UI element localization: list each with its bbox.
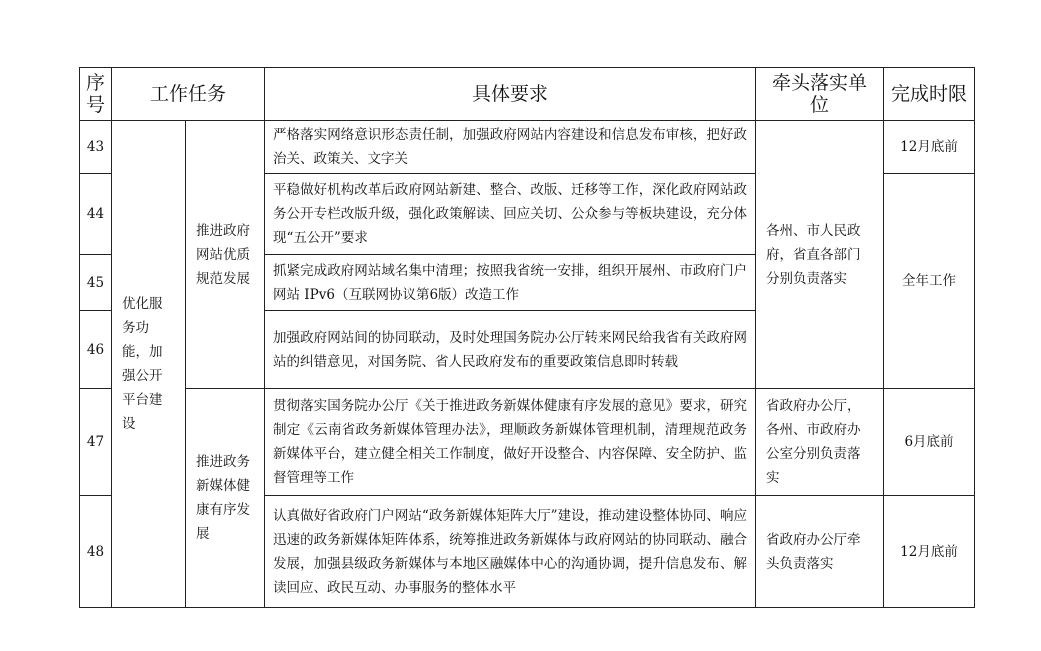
requirement-cell: 加强政府网站间的协同联动，及时处理国务院办公厅转来网民给我省有关政府网站的纠错意见，对国务院、省人民政府发布的重要政策信息即时转载 — [265, 311, 756, 389]
header-row — [80, 68, 975, 121]
category-cell: 优化服务功能，加强公开平台建设 — [112, 121, 186, 608]
deadline-cell: 12月底前 — [884, 496, 975, 608]
header-unit: 牵头落实单 位 — [756, 68, 884, 121]
requirement-cell: 平稳做好机构改革后政府网站新建、整合、改版、迁移等工作，深化政府网站政务公开专栏改版升级，强化政策解读、回应关切、公众参与等板块建设，充分体现“五公开”要求 — [265, 174, 756, 255]
header-task: 工作任务 — [112, 68, 265, 121]
header-deadline: 完成时限 — [884, 68, 975, 121]
table-row — [80, 389, 975, 496]
unit-cell: 各州、市人民政府，省直各部门分别负责落实 — [756, 121, 884, 389]
requirement-cell: 贯彻落实国务院办公厅《关于推进政务新媒体健康有序发展的意见》要求，研究制定《云南省政务新媒体管理办法》，理顺政务新媒体管理机制，清理规范政务新媒体平台，建立健全相关工作制度，做好开设整合、内容保障、安全防护、监督管理等工作 — [265, 389, 756, 496]
row-number: 43 — [80, 121, 112, 174]
subtask-cell: 推进政府网站优质规范发展 — [186, 121, 265, 389]
requirement-cell: 严格落实网络意识形态责任制，加强政府网站内容建设和信息发布审核，把好政治关、政策关、文字关 — [265, 121, 756, 174]
row-number: 46 — [80, 311, 112, 389]
row-number: 44 — [80, 174, 112, 255]
deadline-cell: 6月底前 — [884, 389, 975, 496]
requirement-cell: 抓紧完成政府网站域名集中清理；按照我省统一安排，组织开展州、市政府门户网站 IPv6（互联网协议第6版）改造工作 — [265, 255, 756, 311]
unit-cell: 省政府办公厅牵头负责落实 — [756, 496, 884, 608]
row-number: 47 — [80, 389, 112, 496]
work-task-table — [79, 67, 975, 608]
requirement-cell: 认真做好省政府门户网站“政务新媒体矩阵大厅”建设，推动建设整体协同、响应迅速的政务新媒体矩阵体系，统筹推进政务新媒体与政府网站的协同联动、融合发展，加强县级政务新媒体与本地区融媒体中心的沟通协调，提升信息发布、解读回应、政民互动、办事服务的整体水平 — [265, 496, 756, 608]
header-seq: 序号 — [80, 68, 112, 121]
deadline-cell: 12月底前 — [884, 121, 975, 174]
deadline-cell: 全年工作 — [884, 174, 975, 389]
row-number: 48 — [80, 496, 112, 608]
header-requirement: 具体要求 — [265, 68, 756, 121]
unit-cell: 省政府办公厅，各州、市政府办公室分别负责落实 — [756, 389, 884, 496]
row-number: 45 — [80, 255, 112, 311]
table-row — [80, 121, 975, 174]
subtask-cell: 推进政务新媒体健康有序发展 — [186, 389, 265, 608]
